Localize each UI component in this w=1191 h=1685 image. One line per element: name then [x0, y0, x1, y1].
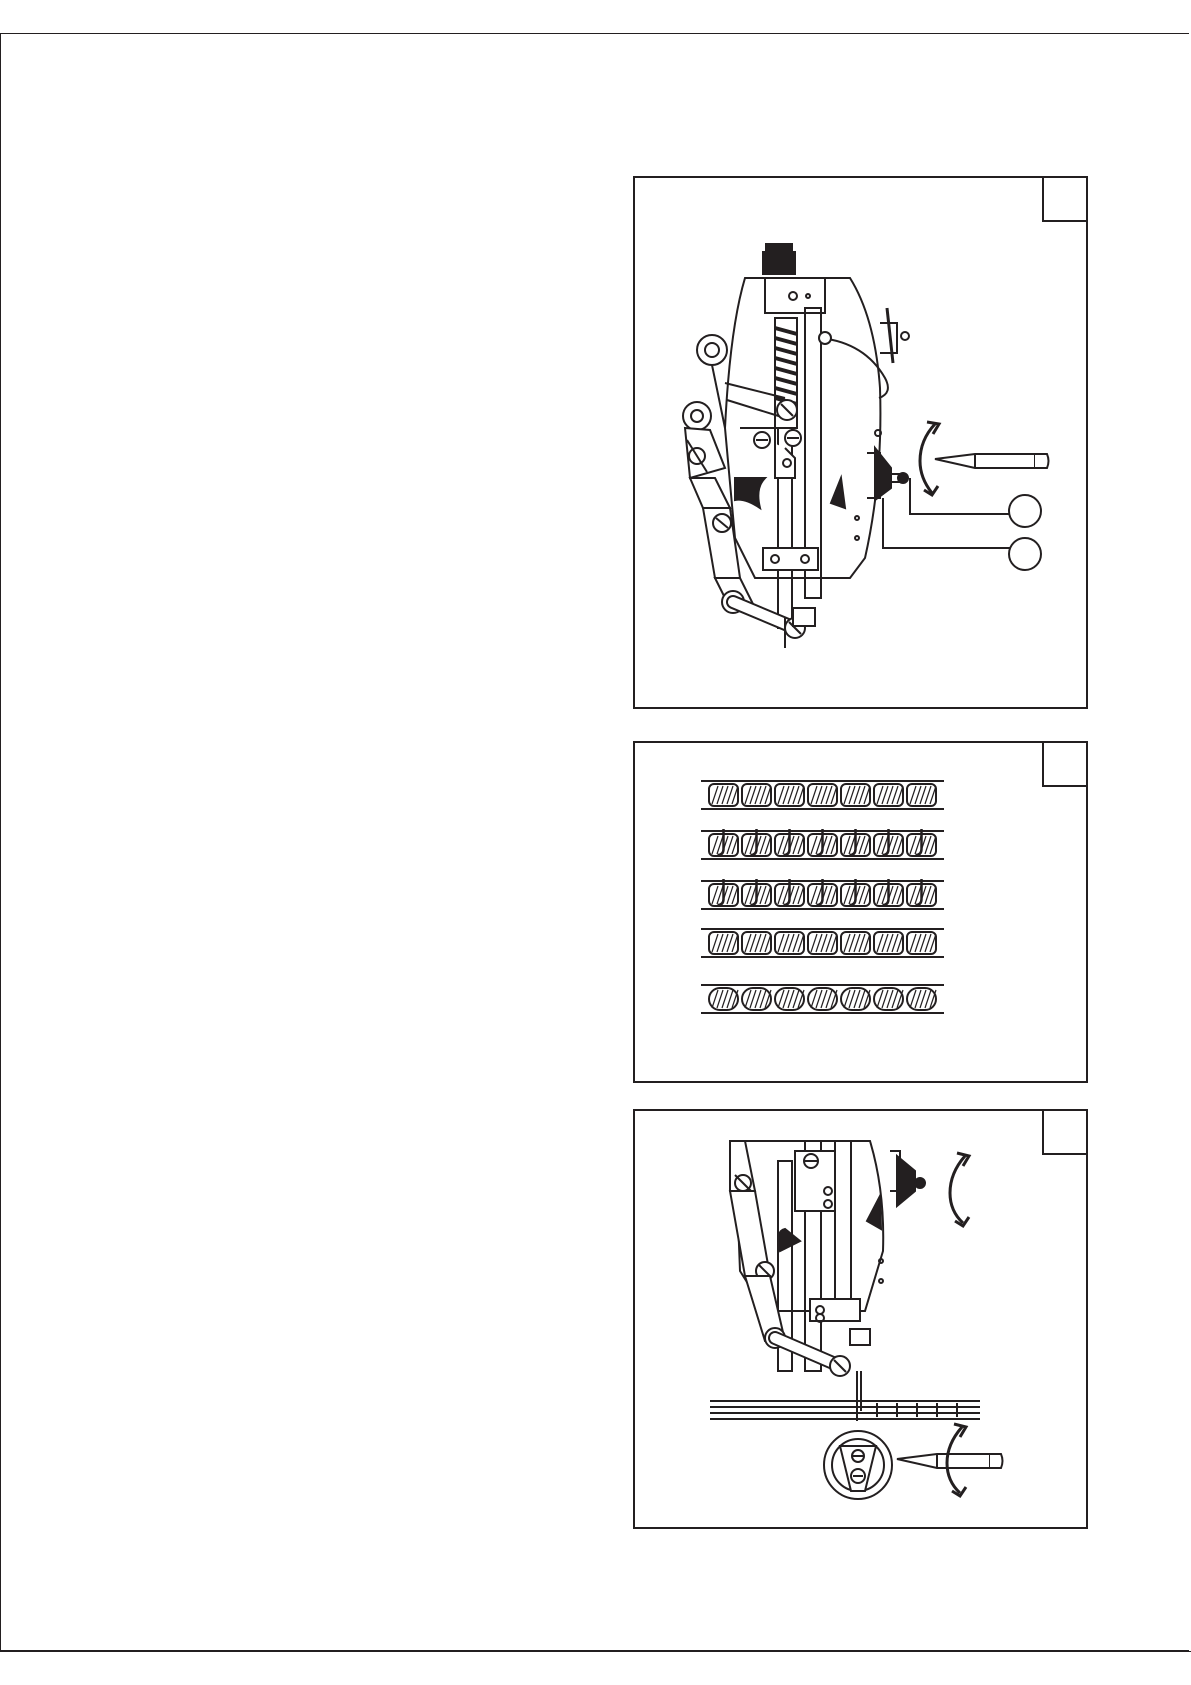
- stitch-row: [701, 781, 944, 809]
- stitch-row: [701, 829, 944, 859]
- figure-stitch-samples: [633, 741, 1088, 1083]
- stitch-row: [701, 929, 944, 957]
- stitch-row: [701, 985, 944, 1013]
- needle-hook-illustration: [635, 1111, 1086, 1527]
- callout-2: [1008, 537, 1042, 571]
- machine-head-illustration: [635, 178, 1086, 707]
- stitch-samples-illustration: [635, 743, 1086, 1081]
- callout-1: [1008, 494, 1042, 528]
- footer-rule: [0, 1651, 1191, 1652]
- stitch-row: [701, 879, 944, 909]
- figure-needle-hook: [633, 1109, 1088, 1529]
- figure-machine-head: [633, 176, 1088, 709]
